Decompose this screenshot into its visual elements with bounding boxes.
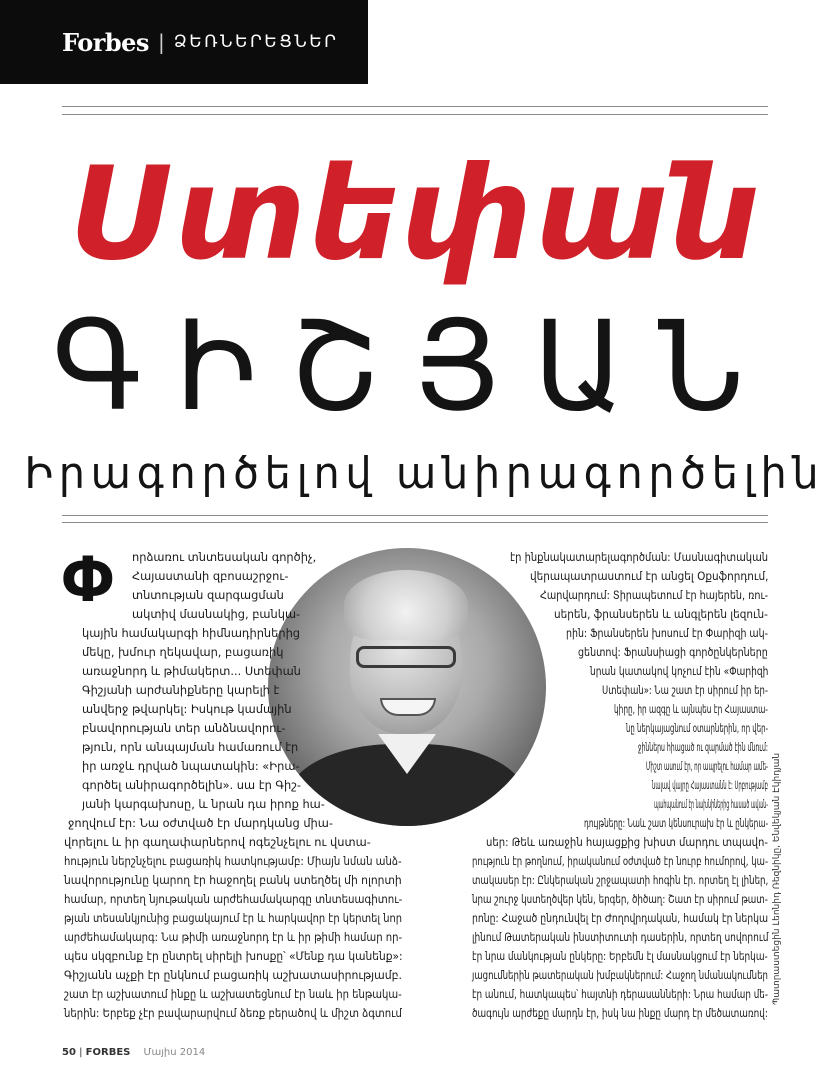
article-line: վորելու և իր գաղափարներով ոգեշնչելու ու վստա- [64,835,371,849]
article-line: յացումներին թատերական խմբակներում: Հաջող նմանակումներ [472,968,768,982]
top-rule-1 [62,106,768,107]
article-line: գործել անիրագործելին». սա էր Գիշ- [82,778,302,792]
page-footer [62,1047,205,1058]
article-line: նավորությունը կարող էր հաջողել բանկ ստեղծել մի ոլորտի [64,873,402,887]
portrait-glasses [356,646,456,668]
footer-magazine: FORBES [85,1047,131,1058]
article-line: վերապատրաստում էր անցել Օքսֆորդում, [530,569,769,583]
article-line: Գիշյանն աչքի էր ընկնում բացառիկ աշխատասիրությամբ. [64,968,402,982]
article-line: թյան տեսանկյունից բացակայում էր և հարկավոր էր կերտել նոր [64,911,402,925]
article-line: պես սկզբունք էր ընտրել սիրելի խոսքը՝ «Մենք դա կանենք»: [64,949,403,963]
article-line: պահպանում էր նախնիներից հասած ավան- [654,797,769,811]
article-line: րին: Ֆրանսերեն խոսում էր Փարիզի ակ- [566,626,768,640]
article-line: տակասեր էր: Ընկերական շրջապատի հոգին էր. որտեղ էլ լիներ, [472,873,769,887]
article-line: թյուն, որն անպայման համառում էր [82,740,299,754]
mid-rule-2 [62,522,768,523]
footer-date: Մայիս 2014 [143,1047,206,1058]
article-line: շատ էր աշխատում ինքը և աշխատեցնում էր նաև իր ենթակա- [64,987,402,1001]
article-line: համար, որտեղ նյութական արժեհամակարգը տնտեսագիտու- [64,892,403,906]
article-line: արժեհամակարգ: Նա թիմի առաջնորդ էր և իր թիմի համար որ- [64,930,403,944]
article-line: նրան կատակով կոչում էին «Փարիզի [590,664,769,678]
article-line: էր ինքնակատարելագործման: Մասնագիտական [510,550,769,564]
article-line: նը ներկայացնում օտարներին, որ վեր- [626,721,769,735]
article-line: Հարվարդում: Տիրապետում էր հայերեն, ռու- [540,588,769,602]
article-line: լինում Թատերական ինստիտուտի դասերին, որտեղ սովորում [472,930,769,944]
photo-credit: Պատրաստեցին Լեոնիդ Ռեզնիկը, Ենվեկյան Էկիդյան [772,752,782,1005]
article-line: Հայաստանի զբոսաշրջու- [132,569,289,583]
drop-cap: Փ [62,543,114,616]
article-line: դույթները: Նաև շատ կենսուրախ էր և ընկերա- [584,816,769,830]
article-line: հություն ներշնչելու բացառիկ հատկությամբ: Միայն նման անձ- [64,854,402,868]
article-line: Գիշյանի արժանիքները կարելի է [82,683,280,697]
article-line: որձառու տնտեսական գործիչ, [132,550,317,564]
article-line: տնտության զարգացման [132,588,284,602]
article-line: էր անում, հատկապես՝ հայտնի դերասանների: Նրա համար մե- [472,987,769,1001]
article-line: սեր: Թեև առաջին հայացքից խիստ մարդու տպավո- [486,835,769,849]
top-rule-2 [62,114,768,115]
article-line: ջողվում էր: Նա օժտված էր մարդկանց միա- [68,816,333,830]
article-line: կիրը, իր ազգը և այնպես էր Հայաստա- [614,702,768,716]
mid-rule-1 [62,515,768,516]
article-line: իր առջև դրված նպատակին: «Իրա- [82,759,300,773]
article-line: բնավորության տեր անձնավորու- [82,721,286,735]
article-line: առաջնորդ և թիմակերտ... Ստեփան [82,664,301,678]
article-line: կային համակարգի հիմնադիրներից [82,626,301,640]
headline-subtitle: Իրագործելով անիրագործելին [24,448,825,499]
headline-last-name: ԳԻՇՅԱՆ [51,293,779,439]
article-line: ներին: Երբեք չէր բավարարվում ձեռք բերածով և միշտ ձգտում [64,1006,402,1020]
article-line: ջիններս հիացած ու զարմած էին մնում: [638,740,768,754]
article-line: ծագույն արժեքը մարդն էր, իսկ նա ինքը մարդ էր մեծատառով: [472,1006,768,1020]
article-line: նրա շուրջ կստեղծվեր կեն, երգեր, ծիծաղ: Շատ էր սիրում թատ- [472,892,768,906]
article-line: սերեն, ֆրանսերեն և անգլերեն լեզուն- [554,607,768,621]
article-line: անվերջ թվարկել: Իսկութ կամային [82,702,292,716]
article-line: նալավ վայրը Հայաստանն է: Սրբությամբ [652,778,769,792]
article-line: յանի կարգախոսը, և նրան դա իրոք հա- [82,797,325,811]
forbes-logo: Forbes [62,27,149,57]
article-line: Ստեփան»: Նա շատ էր սիրում իր եր- [602,683,768,697]
section-label: ՁԵՌՆԵՐԵՑՆԵՐ [173,32,339,52]
header-separator: | [157,30,165,54]
footer-separator: | [79,1047,83,1058]
article-line: ակտիվ մասնակից, բանկա- [132,607,301,621]
section-header [0,0,368,84]
page-number: 50 [62,1047,76,1058]
article-line: Միշտ ասում էր, որ ապրելու համար ամե- [646,759,768,773]
portrait-photo [268,548,546,826]
article-line: րոնը: Հաջած ընդունվել էր Ժողովրդական, համակ էր ներկա [472,911,769,925]
article-line: էր նրա մանկության ընկերը: Երբեմն էլ մասնակցում էր ներկա- [472,949,768,963]
portrait-hair [344,570,468,640]
headline-first-name: Ստեփան [69,140,761,289]
article-line: րություն էր թողնում, իրականում օժտված էր նուրբ հումորով, կա- [472,854,769,868]
article-line: ցենտով: Ֆրանսիացի գործընկերները [578,645,768,659]
article-line: մեկը, խմուր ղեկավար, բացառիկ [82,645,284,659]
